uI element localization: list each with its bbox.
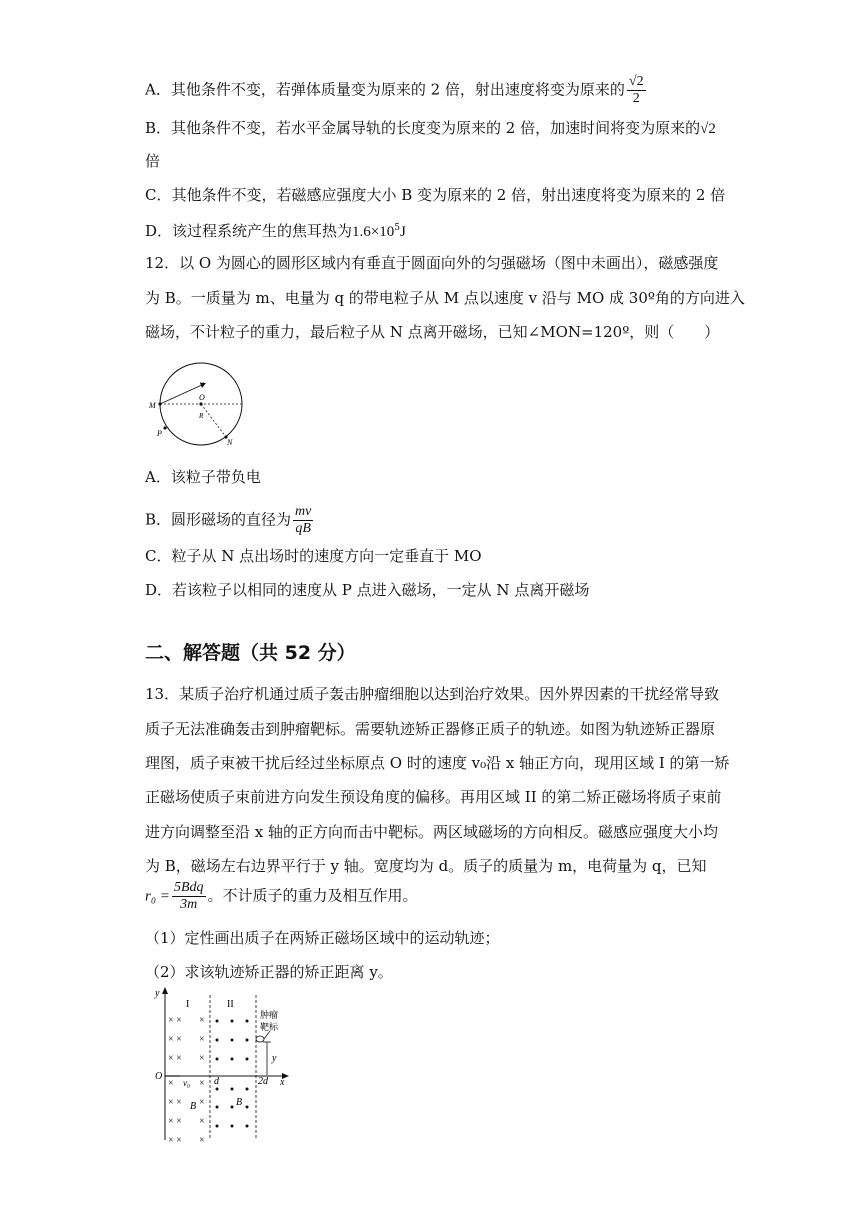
q11-option-b-continued: 倍 [145, 152, 161, 170]
y-distance-label: y [272, 1053, 277, 1064]
label-m: M [149, 401, 156, 410]
svg-text:×: × [199, 1053, 205, 1064]
svg-text:× ×: × × [168, 1034, 182, 1045]
q12-option-b: B．圆形磁场的直径为 $\frac{mv}{qB}$ [145, 504, 312, 536]
v0-label: v₀ [183, 1078, 191, 1088]
label-v: v [200, 379, 204, 388]
q12-stem-line-1: 12．以 O 为圆心的圆形区域内有垂直于圆面向外的匀强磁场（图中未画出），磁感强度 [145, 254, 719, 272]
origin-label: O [155, 1071, 163, 1082]
q11-option-b: B．其他条件不变，若水平金属导轨的长度变为原来的 2 倍，加速时间将变为原来的√2 [145, 119, 716, 137]
target-label-2: 靶标 [260, 1022, 279, 1032]
target-label-1: 肿瘤 [260, 1010, 279, 1020]
svg-text:×: × [199, 1135, 205, 1145]
svg-text:× ×: × × [168, 1135, 182, 1145]
d-label: d [214, 1076, 219, 1087]
svg-text:×: × [199, 1034, 205, 1045]
q12-circle-figure [148, 358, 250, 450]
svg-text:× ×: × × [168, 1015, 182, 1026]
q11-option-d: D．该过程系统产生的焦耳热为$1.6\times 10^5J$ [145, 222, 406, 240]
svg-text:×: × [168, 1078, 174, 1089]
label-n: N [227, 438, 233, 447]
y-axis-label: y [155, 988, 160, 999]
svg-text:× ×: × × [168, 1116, 182, 1127]
q13-stem-line-6: 为 B，磁场左右边界平行于 y 轴。宽度均为 d。质子的质量为 m，电荷量为 q，已知 [145, 857, 707, 875]
label-p: P [157, 429, 162, 438]
svg-text:×: × [199, 1015, 205, 1026]
q12-stem-line-3: 磁场，不计粒子的重力，最后粒子从 N 点离开磁场，已知∠MON=120º，则（ ） [145, 323, 720, 341]
two-d-label: 2d [258, 1076, 268, 1087]
q13-stem-line-3: 理图，质子束被干扰后经过坐标原点 O 时的速度 v₀沿 x 轴正方向，现用区域 I 的第一矫 [145, 754, 730, 772]
x-axis-label: x [280, 1077, 285, 1088]
r0-fraction: $\frac{\text{5Bdq}}{3m}$ [173, 880, 204, 912]
svg-text:×: × [199, 1116, 205, 1127]
q13-subquestion-1: （1）定性画出质子在两矫正磁场区域中的运动轨迹； [145, 929, 500, 947]
q12-option-a: A．该粒子带负电 [145, 468, 261, 486]
q13-stem-line-5: 进方向调整至沿 x 轴的正方向而击中靶标。两区域磁场的方向相反。磁感应强度大小均 [145, 823, 718, 841]
q13-r0-formula: r₀ = $\frac{\text{5Bdq}}{3m}$ 。不计质子的重力及相互作用。 [145, 880, 418, 912]
q13-stem-line-1: 13．某质子治疗机通过质子轰击肿瘤细胞以达到治疗效果。因外界因素的干扰经常导致 [145, 685, 720, 703]
q12-option-b-fraction: $\frac{mv}{qB}$ [295, 504, 312, 536]
q12-option-c: C．粒子从 N 点出场时的速度方向一定垂直于 MO [145, 547, 482, 565]
tumor-target [256, 1036, 264, 1042]
radius-to-n [201, 404, 226, 437]
region-i-label: I [186, 999, 190, 1010]
y-axis-arrow [162, 987, 168, 994]
region-ii-dots [216, 1020, 249, 1128]
q13-stem-line-2: 质子无法准确轰击到肿瘤靶标。需要轨迹矫正器修正质子的轨迹。如图为轨迹矫正器原 [145, 720, 716, 738]
velocity-vector [160, 384, 204, 404]
point-p [163, 426, 166, 429]
target-pointer [264, 1031, 270, 1039]
region-ii-label: II [227, 999, 234, 1010]
q13-subquestion-2: （2）求该轨迹矫正器的矫正距离 y。 [145, 963, 393, 981]
svg-text:× ×: × × [168, 1097, 182, 1108]
q11-option-a: A．其他条件不变，若弹体质量变为原来的 2 倍，射出速度将变为原来的 $\frac{√2}{2}$ [145, 74, 644, 106]
center-point [199, 402, 202, 405]
q11-option-c: C．其他条件不变，若磁感应强度大小 B 变为原来的 2 倍，射出速度将变为原来的 2 倍 [145, 186, 726, 204]
q12-option-d: D．若该粒子以相同的速度从 P 点进入磁场，一定从 N 点离开磁场 [145, 581, 590, 599]
b-label-region-ii: B [236, 1097, 243, 1108]
section-title: 二、解答题（共 52 分） [145, 642, 356, 664]
svg-text:×: × [199, 1078, 205, 1089]
q13-magnetic-field-figure [150, 985, 295, 1145]
svg-text:×: × [199, 1097, 205, 1108]
b-label-region-i: B [190, 1101, 197, 1112]
q11-option-a-fraction: $\frac{√2}{2}$ [628, 74, 644, 106]
q13-stem-line-4: 正磁场使质子束前进方向发生预设角度的偏移。再用区域 II 的第二矫正磁场将质子束前 [145, 788, 722, 806]
q12-stem-line-2: 为 B。一质量为 m、电量为 q 的带电粒子从 M 点以速度 v 沿与 MO 成 30º角的方向进入 [145, 289, 745, 307]
label-r: R [199, 412, 204, 420]
q11-option-b-root: √2 [700, 121, 716, 137]
label-o: O [199, 393, 205, 402]
point-m [158, 402, 161, 405]
svg-text:× ×: × × [168, 1053, 182, 1064]
